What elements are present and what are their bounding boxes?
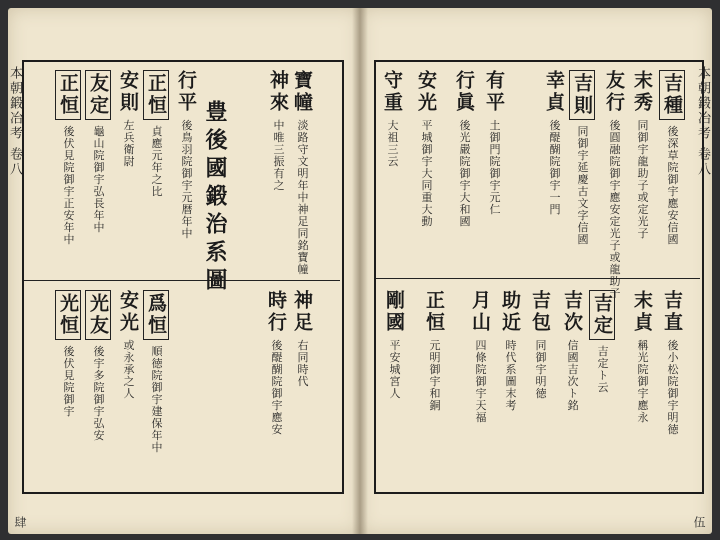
right-top-entry-7: [416, 70, 435, 227]
left-bottom-entry-0: [292, 290, 311, 387]
entry-name: 光友: [85, 290, 111, 340]
entry-note: 吉定ト云: [596, 345, 609, 394]
right-bottom-entry-8: [384, 290, 403, 399]
entry-note: 後深草院御宇應安信國: [666, 125, 679, 246]
entry-note: 後圓融院御宇應安定光子或龍助子: [608, 119, 621, 300]
right-page: [360, 8, 712, 534]
entry-name: 神足: [291, 290, 313, 334]
left-top-entry-2: [176, 70, 195, 239]
left-bottom-entry-3: [118, 290, 137, 399]
entry-name: 正恒: [423, 290, 445, 334]
entry-note: 同御宇延慶古文字信國: [576, 125, 589, 246]
entry-note: 後醍醐院御宇應安: [270, 339, 283, 436]
entry-name: 友定: [85, 70, 111, 120]
left-page-number: 肆: [13, 516, 27, 528]
right-top-entry-3: [572, 70, 591, 245]
entry-note: 四條院御宇天福: [474, 339, 487, 424]
right-bottom-entry-2: [592, 290, 611, 393]
entry-name: 吉包: [529, 290, 551, 334]
entry-name: 守重: [381, 70, 403, 114]
right-top-entry-2: [604, 70, 623, 299]
entry-note: 貞應元年之比: [150, 125, 163, 198]
left-bottom-entry-2: [146, 290, 165, 453]
entry-note: 同御宇龍助子或定光子: [636, 119, 649, 240]
left-top-entry-4: [118, 70, 137, 167]
open-book: [8, 8, 712, 534]
entry-name: 神來: [267, 70, 289, 114]
entry-note: 或永承之人: [122, 339, 135, 400]
entry-name: 行眞: [453, 70, 475, 114]
entry-name: 安光: [117, 290, 139, 334]
right-top-entry-1: [632, 70, 651, 239]
entry-note: 順徳院御宇建保年中: [150, 345, 163, 454]
entry-note: 後伏見院御宇正安年中: [62, 125, 75, 246]
right-bottom-entry-1: [632, 290, 651, 423]
entry-name: 行平: [175, 70, 197, 114]
entry-note: 後宇多院御宇弘安: [92, 345, 105, 442]
entry-note: 中唯三振有之: [272, 119, 285, 192]
book-gutter: [352, 8, 368, 534]
entry-name: 助近: [499, 290, 521, 334]
entry-name: 吉次: [561, 290, 583, 334]
entry-note: 稱光院御宇應永: [636, 339, 649, 424]
entry-name: 爲恒: [143, 290, 169, 340]
right-bottom-entry-4: [530, 290, 549, 399]
entry-name: 幸貞: [543, 70, 565, 114]
entry-name: 有平: [483, 70, 505, 114]
entry-note: 同御宇明徳: [534, 339, 547, 400]
right-page-number: 伍: [692, 516, 706, 528]
entry-name: 安光: [415, 70, 437, 114]
entry-name: 時行: [265, 290, 287, 334]
left-bottom-entry-1: [266, 290, 285, 435]
left-bottom-entry-4: [88, 290, 107, 441]
entry-note: 後小松院御宇明徳: [666, 339, 679, 436]
entry-note: 後鳥羽院御宇元暦年中: [180, 119, 193, 240]
right-top-entry-8: [382, 70, 401, 167]
right-bottom-entry-6: [470, 290, 489, 423]
entry-note: 淡路守文明年中神足同銘寶幢: [296, 119, 309, 276]
right-top-entry-0: [662, 70, 681, 245]
entry-note: 時代系圖末考: [504, 339, 517, 412]
entry-note: 平城御宇大同重大動: [420, 119, 433, 228]
left-top-entry-5: [88, 70, 107, 233]
right-margin-title: 本朝鍛冶考 卷八: [695, 66, 710, 178]
left-top-entry-1: [268, 70, 287, 191]
entry-note: 元明御宇和銅: [428, 339, 441, 412]
entry-name: 末秀: [631, 70, 653, 114]
left-bottom-entry-5: [58, 290, 77, 417]
entry-name: 安則: [117, 70, 139, 114]
entry-note: 大祖三云: [386, 119, 399, 168]
entry-name: 寶幢: [291, 70, 313, 114]
right-bottom-entry-5: [500, 290, 519, 411]
entry-note: 左兵衛尉: [122, 119, 135, 168]
entry-note: 龜山院御宇弘長年中: [92, 125, 105, 234]
right-bottom-entry-7: [424, 290, 443, 411]
entry-name: 吉定: [589, 290, 615, 340]
section-title: 豊後國鍛治系圖: [202, 100, 228, 296]
entry-note: 土御門院御宇元仁: [488, 119, 501, 216]
entry-name: 正恒: [143, 70, 169, 120]
left-top-entry-3: [146, 70, 165, 197]
entry-note: 信國吉次ト銘: [566, 339, 579, 412]
entry-name: 末貞: [631, 290, 653, 334]
left-top-entry-0: [292, 70, 311, 275]
entry-name: 月山: [469, 290, 491, 334]
entry-name: 吉種: [659, 70, 685, 120]
entry-name: 吉直: [661, 290, 683, 334]
entry-note: 後醍醐院御宇一門: [548, 119, 561, 216]
right-top-entry-5: [484, 70, 503, 215]
right-top-entry-4: [544, 70, 563, 215]
left-top-entry-6: [58, 70, 77, 245]
left-page: [8, 8, 360, 534]
right-top-entry-6: [454, 70, 473, 227]
right-bottom-entry-3: [562, 290, 581, 411]
entry-name: 友行: [603, 70, 625, 114]
entry-name: 光恒: [55, 290, 81, 340]
entry-note: 後伏見院御宇: [62, 345, 75, 418]
entry-name: 吉則: [569, 70, 595, 120]
left-margin-title: 本朝鍛冶考 卷八: [7, 66, 22, 178]
right-bottom-entry-0: [662, 290, 681, 435]
entry-note: 右同時代: [296, 339, 309, 388]
right-page-divider: [376, 278, 700, 279]
entry-note: 後光嚴院御宇大和國: [458, 119, 471, 228]
entry-name: 剛國: [383, 290, 405, 334]
entry-name: 正恒: [55, 70, 81, 120]
left-page-divider: [24, 280, 340, 281]
entry-note: 平安城宮人: [388, 339, 401, 400]
